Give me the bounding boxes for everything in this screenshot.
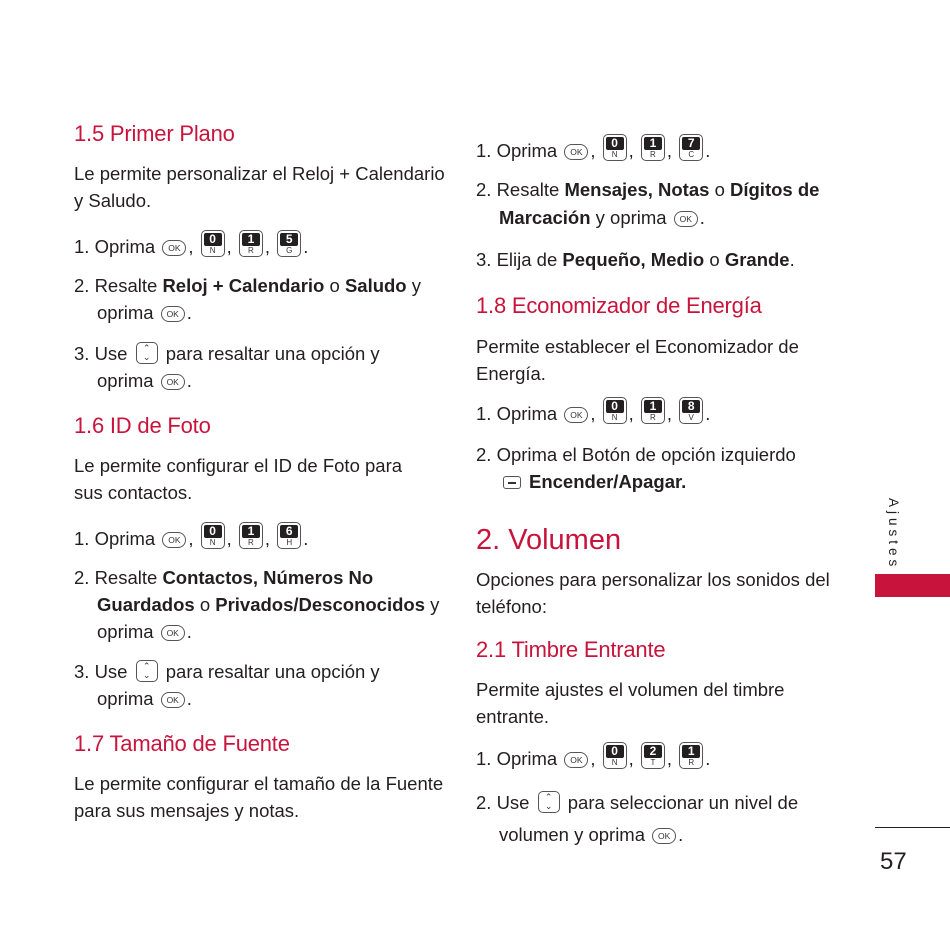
ok-key-icon: OK — [161, 374, 185, 390]
desc-1-5-line2: y Saludo. — [74, 190, 152, 211]
ok-key-icon: OK — [674, 211, 698, 227]
step-1-6-2-line3: oprima OK . — [97, 621, 192, 642]
desc-1-8-line1: Permite establecer el Economizador de — [476, 336, 799, 357]
desc-1-8-line2: Energía. — [476, 363, 546, 384]
step-1-5-1: 1. Oprima OK , 0 N , 1 R , 5 G . — [74, 232, 309, 257]
ok-key-icon: OK — [564, 144, 588, 160]
step-1-6-3-line1: 3. Use ⌃ ⌄ para resaltar una opción y — [74, 661, 380, 682]
ok-key-icon: OK — [162, 532, 186, 548]
heading-2-1: 2.1 Timbre Entrante — [476, 637, 666, 662]
nav-key-icon: ⌃ ⌄ — [136, 660, 158, 682]
heading-1-6: 1.6 ID de Foto — [74, 413, 211, 438]
desc-2-1-line2: entrante. — [476, 706, 550, 727]
desc-1-7-line1: Le permite configurar el tamaño de la Fuente — [74, 773, 444, 794]
section-tab-marker — [875, 574, 950, 597]
step-1-6-2-line2: Guardados o Privados/Desconocidos y — [97, 594, 440, 615]
desc-2-line2: teléfono: — [476, 596, 547, 617]
step-1-8-2-line2: Encender/Apagar. — [503, 468, 686, 495]
desc-1-5-line1: Le permite personalizar el Reloj + Calendario — [74, 163, 445, 184]
key-7-icon: 7 C — [679, 134, 703, 161]
ok-key-icon: OK — [161, 625, 185, 641]
key-1-icon: 1 R — [641, 397, 665, 424]
key-2-icon: 2 T — [641, 742, 665, 769]
key-1-icon: 1 R — [641, 134, 665, 161]
footer-rule — [875, 827, 950, 828]
ok-key-icon: OK — [564, 407, 588, 423]
step-2-1-2-line1: 2. Use ⌃ ⌄ para seleccionar un nivel de — [476, 792, 799, 813]
key-0-icon: 0 N — [603, 742, 627, 769]
step-1-6-2-line1: 2. Resalte Contactos, Números No — [74, 567, 374, 588]
key-0-icon: 0 N — [603, 134, 627, 161]
key-0-icon: 0 N — [603, 397, 627, 424]
page-number: 57 — [880, 848, 907, 875]
desc-1-6-line1: Le permite configurar el ID de Foto para — [74, 455, 403, 476]
step-1-8-1: 1. Oprima OK , 0 N , 1 R , 8 V . — [476, 399, 711, 424]
key-0-icon: 0 N — [201, 230, 225, 257]
key-8-icon: 8 V — [679, 397, 703, 424]
ok-key-icon: OK — [162, 240, 186, 256]
ok-key-icon: OK — [564, 752, 588, 768]
section-side-label: Ajustes — [886, 498, 901, 571]
nav-key-icon: ⌃ ⌄ — [136, 342, 158, 364]
desc-1-6-line2: sus contactos. — [74, 482, 193, 503]
ok-key-icon: OK — [652, 828, 676, 844]
key-6-icon: 6 H — [277, 522, 301, 549]
ok-key-icon: OK — [161, 692, 185, 708]
key-1-icon: 1 R — [239, 230, 263, 257]
step-1-8-2-line1: 2. Oprima el Botón de opción izquierdo — [476, 444, 796, 465]
heading-1-8: 1.8 Economizador de Energía — [476, 293, 762, 318]
desc-1-7-line2: para sus mensajes y notas. — [74, 800, 300, 821]
desc-2-line1: Opciones para personalizar los sonidos del — [476, 569, 830, 590]
step-1-5-3-line1: 3. Use ⌃ ⌄ para resaltar una opción y — [74, 343, 380, 364]
step-1-6-1: 1. Oprima OK , 0 N , 1 R , 6 H . — [74, 524, 309, 549]
step-2-1-2-line2: volumen y oprima OK . — [499, 824, 684, 845]
desc-2-1-line1: Permite ajustes el volumen del timbre — [476, 679, 785, 700]
step-1-7-2-line2: Marcación y oprima OK . — [499, 207, 705, 228]
key-1-icon: 1 R — [239, 522, 263, 549]
step-1-7-1: 1. Oprima OK , 0 N , 1 R , 7 C . — [476, 136, 711, 161]
nav-key-icon: ⌃ ⌄ — [538, 791, 560, 813]
step-1-5-2-line2: oprima OK . — [97, 302, 192, 323]
heading-1-5: 1.5 Primer Plano — [74, 121, 235, 146]
key-0-icon: 0 N — [201, 522, 225, 549]
key-5-icon: 5 G — [277, 230, 301, 257]
step-2-1-1: 1. Oprima OK , 0 N , 2 T , 1 R . — [476, 744, 711, 769]
step-1-7-2-line1: 2. Resalte Mensajes, Notas o Dígitos de — [476, 179, 820, 200]
step-1-7-3: 3. Elija de Pequeño, Medio o Grande. — [476, 249, 795, 270]
heading-1-7: 1.7 Tamaño de Fuente — [74, 731, 290, 756]
step-1-6-3-line2: oprima OK . — [97, 688, 192, 709]
heading-2: 2. Volumen — [476, 524, 622, 556]
step-1-5-2-line1: 2. Resalte Reloj + Calendario o Saludo y — [74, 275, 421, 296]
left-softkey-icon — [503, 476, 521, 489]
key-1-icon: 1 R — [679, 742, 703, 769]
ok-key-icon: OK — [161, 306, 185, 322]
step-1-5-3-line2: oprima OK . — [97, 370, 192, 391]
